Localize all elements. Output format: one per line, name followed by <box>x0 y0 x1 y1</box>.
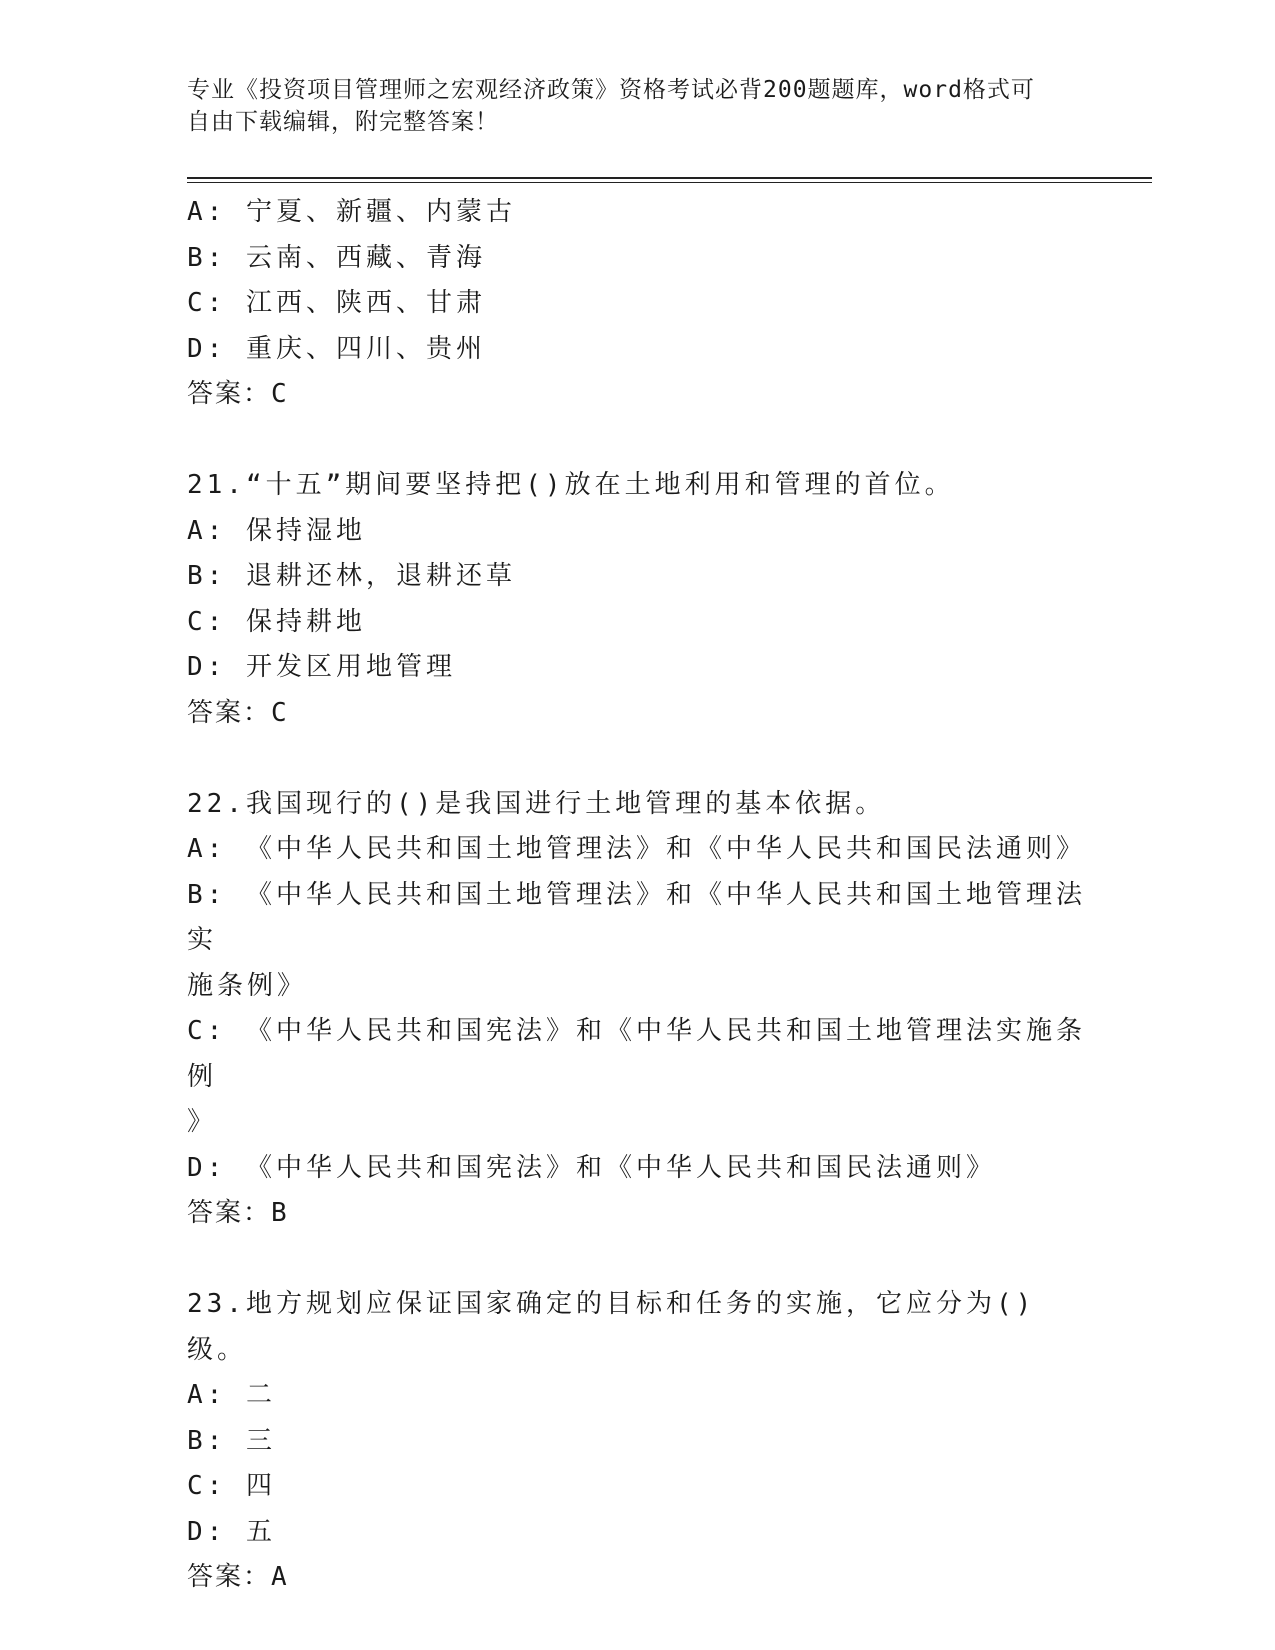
option-d: D: 开发区用地管理 <box>187 652 456 682</box>
header-line-2: 自由下载编辑，附完整答案！ <box>187 109 499 135</box>
option-d: D: 《中华人民共和国宪法》和《中华人民共和国民法通则》 <box>187 1152 996 1183</box>
option-b: B: 《中华人民共和国土地管理法》和《中华人民共和国土地管理法实 <box>187 879 1086 955</box>
question-21-block <box>187 463 1087 736</box>
option-c: C: 保持耕地 <box>187 606 366 637</box>
option-d: D: 重庆、四川、贵州 <box>187 333 486 364</box>
header-divider-thick <box>187 177 1152 179</box>
option-a: A: 宁夏、新疆、内蒙古 <box>187 197 516 227</box>
question-stem: 22.我国现行的()是我国进行土地管理的基本依据。 <box>187 788 886 819</box>
prev-question-block <box>187 190 1087 418</box>
option-a: A: 保持湿地 <box>187 515 366 546</box>
document-body <box>187 190 1087 1601</box>
option-b: B: 云南、西藏、青海 <box>187 242 486 273</box>
answer-line: 答案：C <box>187 379 289 409</box>
option-c: C: 《中华人民共和国宪法》和《中华人民共和国土地管理法实施条例 <box>187 1016 1086 1092</box>
option-b: B: 三 <box>187 1425 276 1456</box>
option-a: A: 《中华人民共和国土地管理法》和《中华人民共和国民法通则》 <box>187 834 1086 864</box>
document-header <box>187 74 1067 138</box>
option-a: A: 二 <box>187 1380 276 1410</box>
option-c-continuation: 》 <box>187 1107 218 1137</box>
answer-line: 答案：A <box>187 1562 289 1592</box>
question-23-block <box>187 1282 1087 1601</box>
option-d: D: 五 <box>187 1516 276 1547</box>
block-spacer <box>187 736 1087 782</box>
option-b: B: 退耕还林，退耕还草 <box>187 561 516 591</box>
answer-line: 答案：B <box>187 1198 289 1228</box>
block-spacer <box>187 1237 1087 1283</box>
option-c: C: 四 <box>187 1471 276 1501</box>
block-spacer <box>187 418 1087 464</box>
answer-line: 答案：C <box>187 697 289 728</box>
question-22-block <box>187 782 1087 1237</box>
option-c: C: 江西、陕西、甘肃 <box>187 288 486 318</box>
header-divider-thin <box>187 182 1152 183</box>
header-line-1: 专业《投资项目管理师之宏观经济政策》资格考试必背200题题库，word格式可 <box>187 77 1035 103</box>
option-b-continuation: 施条例》 <box>187 970 308 1001</box>
question-stem: 21.“十五”期间要坚持把()放在土地利用和管理的首位。 <box>187 470 955 500</box>
question-stem: 23.地方规划应保证国家确定的目标和任务的实施，它应分为()级。 <box>187 1289 1036 1365</box>
